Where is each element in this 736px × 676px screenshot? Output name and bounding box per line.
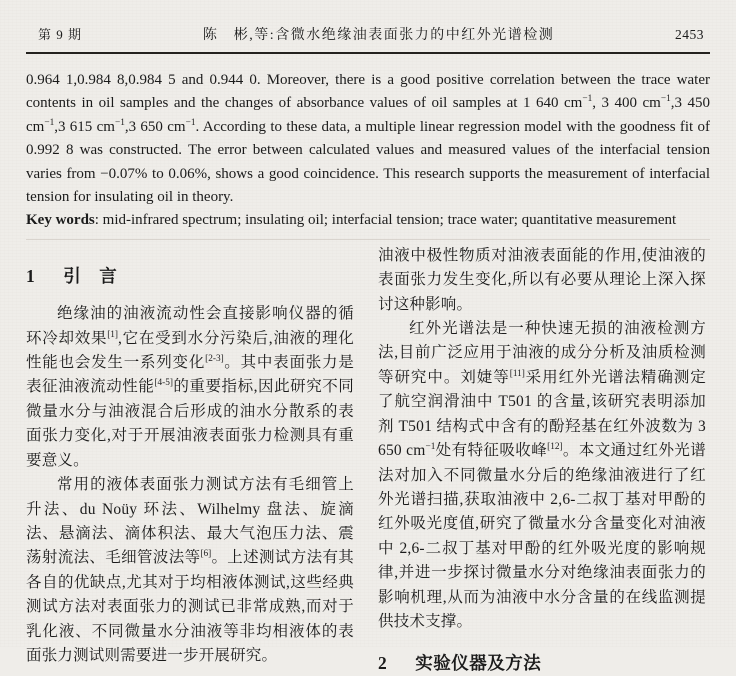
- intro-paragraph-3-continuation: 油液中极性物质对油液表面能的作用,使油液的表面张力发生变化,所以有必要从理论上深入探讨这种影响。: [378, 246, 706, 313]
- section-2-title: 实验仪器及方法: [415, 653, 542, 674]
- left-column: [26, 244, 354, 676]
- keywords-text: : mid-infrared spectrum; insulating oil; interfacial tension; trace water; quantitative measurement: [94, 212, 677, 229]
- keywords-line: [26, 209, 710, 232]
- abstract-paragraph: 0.964 1,0.984 8,0.984 5 and 0.944 0. Moreover, there is a good positive correlation between the trace water contents in oil samples and the changes of absorbance values of oil samples at 1 640 $cm^{-1}$, 3 400 $cm^{-1},3$ 450 $cm^{-1},3$ 615 $cm^{-1},3$ 650 $cm^{-1}$. According to these data, a multiple linear regression model with the goodness fit of 0.992 8 was constructed. The error between calculated values and measured values of the interfacial tension varies from −0.07% to 0.06%, shows a good coincidence. This research supports the measurement of interfacial tension for insulating oil in theory.: [26, 72, 711, 206]
- intro-paragraph-2: 常用的液体表面张力测试方法有毛细管上升法、du Noüy 环法、Wilhelmy 盘法、旋滴法、悬滴法、滴体积法、最大气泡压力法、震荡射流法、毛细管波法等[6]。上述测试方法有其各自的优缺点,尤其对于均相液体测试,这些经典测试方法对表面张力的测试已非常成熟,而对于乳化液、不同微量水分油液等非均相液体的表面张力测试则需要进一步开展研究。: [26, 476, 354, 664]
- page-number: 2453: [675, 27, 704, 42]
- section-1-heading: [26, 264, 354, 288]
- abstract-divider: [26, 239, 710, 240]
- section-1-number: 1: [26, 265, 36, 286]
- body-columns: [26, 244, 710, 676]
- header-rule: [26, 52, 710, 54]
- keywords-label: Key words: [26, 212, 95, 229]
- section-1-title: 引 言: [63, 265, 118, 286]
- intro-paragraph-1: 绝缘油的油液流动性会直接影响仪器的循环冷却效果[1],它在受到水分污染后,油液的理化性能也会发生一系列变化[2-3]。其中表面张力是表征油液流动性能[4-5]的重要指标,因此研究不同微量水分与油液混合后形成的油水分散系的表面张力变化,对于开展油液表面张力检测具有重要意义。: [26, 305, 355, 469]
- section-2-heading: [378, 651, 706, 675]
- running-title: 陈 彬,等:含微水绝缘油表面张力的中红外光谱检测: [202, 28, 555, 43]
- section-2-number: 2: [378, 653, 388, 674]
- right-column: [378, 244, 706, 676]
- issue-label: 第 9 期: [38, 27, 83, 42]
- intro-paragraph-4: 红外光谱法是一种快速无损的油液检测方法,目前广泛应用于油液的成分分析及油质检测等研究中。刘婕等[11]采用红外光谱法精确测定了航空润滑油中 T501 的含量,该研究表明添加剂 T501 结构式中含有的酚羟基在红外波数为 3 650 $cm^{-1}$处有特征吸收峰[12]。本文通过红外光谱法对加入不同微量水分后的绝缘油液进行了红外光谱扫描,获取油液中 2,6-二叔丁基对甲酚的红外吸光度值,研究了微量水分含量变化对油液中 2,6-二叔丁基对甲酚的红外吸光度的影响规律,并进一步探讨微量水分对绝缘油表面张力的影响机理,从而为油液中水分含量的在线监测提供技术支撑。: [378, 320, 707, 630]
- running-header: [26, 24, 710, 44]
- abstract-section: [26, 69, 710, 233]
